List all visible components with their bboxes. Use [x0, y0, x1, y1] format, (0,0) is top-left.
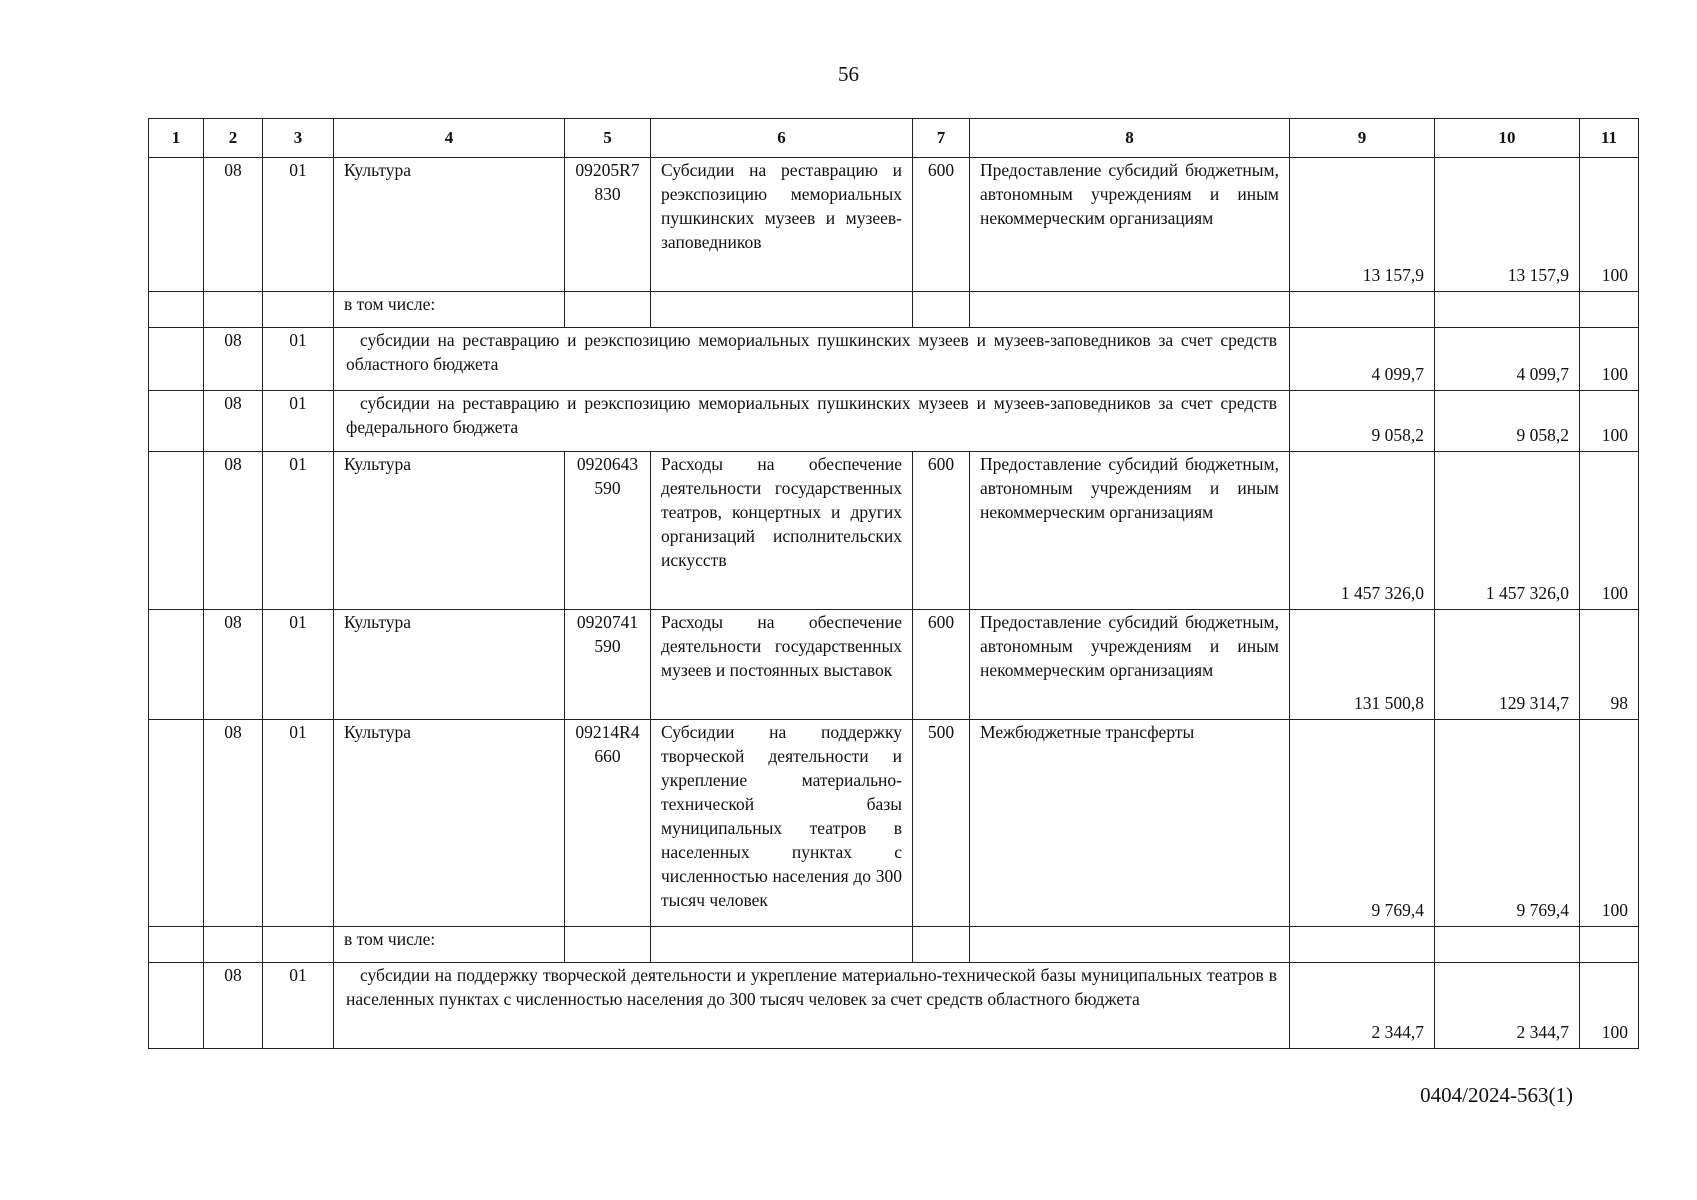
- target-code: 09214R4660: [565, 720, 651, 927]
- table-row: [149, 452, 1639, 610]
- subsidy-description: субсидии на реставрацию и реэкспозицию мемориальных пушкинских музеев и музеев-заповедников за счет средств федерального бюджета: [334, 391, 1290, 452]
- expense-type-code: 600: [913, 452, 970, 610]
- execution-percent: 100: [1580, 328, 1639, 391]
- subsection-code: 01: [263, 328, 334, 391]
- planned-amount: 1 457 326,0: [1290, 452, 1435, 610]
- table-cell: [149, 391, 204, 452]
- table-cell: [204, 292, 263, 328]
- execution-percent: 98: [1580, 610, 1639, 720]
- budget-table: [148, 118, 1639, 1049]
- target-code: 0920643590: [565, 452, 651, 610]
- including-label: в том числе:: [334, 292, 565, 328]
- execution-percent: 100: [1580, 391, 1639, 452]
- header-cell: 3: [263, 119, 334, 158]
- header-cell: 5: [565, 119, 651, 158]
- section-name: Культура: [334, 158, 565, 292]
- table-cell: [565, 292, 651, 328]
- table-cell: [651, 927, 913, 963]
- subsection-code: 01: [263, 391, 334, 452]
- table-cell: [149, 927, 204, 963]
- table-row: [149, 158, 1639, 292]
- table-cell: [149, 292, 204, 328]
- table-cell: [149, 963, 204, 1049]
- header-cell: 8: [970, 119, 1290, 158]
- table-cell: [204, 927, 263, 963]
- execution-percent: 100: [1580, 452, 1639, 610]
- table-row: [149, 927, 1639, 963]
- table-cell: [970, 292, 1290, 328]
- table-cell: [1435, 292, 1580, 328]
- table-cell: [565, 927, 651, 963]
- section-name: Культура: [334, 610, 565, 720]
- expense-type-code: 600: [913, 610, 970, 720]
- header-cell: 9: [1290, 119, 1435, 158]
- target-code: 0920741590: [565, 610, 651, 720]
- table-cell: [263, 927, 334, 963]
- expense-type-name: Межбюджетные трансферты: [970, 720, 1290, 927]
- actual-amount: 4 099,7: [1435, 328, 1580, 391]
- subsection-code: 01: [263, 610, 334, 720]
- section-code: 08: [204, 328, 263, 391]
- expense-type-code: 600: [913, 158, 970, 292]
- planned-amount: 2 344,7: [1290, 963, 1435, 1049]
- section-name: Культура: [334, 720, 565, 927]
- execution-percent: 100: [1580, 158, 1639, 292]
- expense-description: Расходы на обеспечение деятельности государственных музеев и постоянных выставок: [651, 610, 913, 720]
- table-cell: [970, 927, 1290, 963]
- table-row: [149, 610, 1639, 720]
- table-cell: [913, 292, 970, 328]
- expense-type-name: Предоставление субсидий бюджетным, автономным учреждениям и иным некоммерческим организациям: [970, 452, 1290, 610]
- header-row: [149, 119, 1639, 158]
- section-code: 08: [204, 610, 263, 720]
- subsection-code: 01: [263, 158, 334, 292]
- expense-description: Расходы на обеспечение деятельности государственных театров, концертных и других организаций исполнительских искусств: [651, 452, 913, 610]
- table-cell: [1435, 927, 1580, 963]
- table-row: [149, 963, 1639, 1049]
- table-cell: [651, 292, 913, 328]
- execution-percent: 100: [1580, 963, 1639, 1049]
- table-cell: [263, 292, 334, 328]
- table-cell: [1290, 292, 1435, 328]
- subsection-code: 01: [263, 720, 334, 927]
- planned-amount: 9 058,2: [1290, 391, 1435, 452]
- table-cell: [149, 328, 204, 391]
- actual-amount: 9 058,2: [1435, 391, 1580, 452]
- page-number: 56: [838, 62, 859, 86]
- planned-amount: 131 500,8: [1290, 610, 1435, 720]
- actual-amount: 2 344,7: [1435, 963, 1580, 1049]
- header-cell: 2: [204, 119, 263, 158]
- table-row: [149, 391, 1639, 452]
- section-code: 08: [204, 391, 263, 452]
- expense-description: Субсидии на поддержку творческой деятельности и укрепление материально-технической базы муниципальных театров в населенных пунктах с численностью населения до 300 тысяч человек: [651, 720, 913, 927]
- section-code: 08: [204, 720, 263, 927]
- table-cell: [149, 720, 204, 927]
- subsection-code: 01: [263, 452, 334, 610]
- table-cell: [1290, 927, 1435, 963]
- header-cell: 6: [651, 119, 913, 158]
- table-cell: [1580, 927, 1639, 963]
- planned-amount: 13 157,9: [1290, 158, 1435, 292]
- subsidy-description: субсидии на реставрацию и реэкспозицию мемориальных пушкинских музеев и музеев-заповедников за счет средств областного бюджета: [334, 328, 1290, 391]
- actual-amount: 129 314,7: [1435, 610, 1580, 720]
- table-cell: [149, 158, 204, 292]
- planned-amount: 9 769,4: [1290, 720, 1435, 927]
- table-row: [149, 720, 1639, 927]
- including-label: в том числе:: [334, 927, 565, 963]
- section-code: 08: [204, 452, 263, 610]
- header-cell: 7: [913, 119, 970, 158]
- table-row: [149, 292, 1639, 328]
- expense-description: Субсидии на реставрацию и реэкспозицию мемориальных пушкинских музеев и музеев-заповедников: [651, 158, 913, 292]
- table-cell: [149, 610, 204, 720]
- subsidy-description: субсидии на поддержку творческой деятельности и укрепление материально-технической базы муниципальных театров в населенных пунктах с численностью населения до 300 тысяч человек за счет средств областного бюджета: [334, 963, 1290, 1049]
- table-cell: [149, 452, 204, 610]
- planned-amount: 4 099,7: [1290, 328, 1435, 391]
- header-cell: 10: [1435, 119, 1580, 158]
- actual-amount: 1 457 326,0: [1435, 452, 1580, 610]
- table-cell: [913, 927, 970, 963]
- expense-type-code: 500: [913, 720, 970, 927]
- table-cell: [1580, 292, 1639, 328]
- actual-amount: 13 157,9: [1435, 158, 1580, 292]
- document-code: 0404/2024-563(1): [1420, 1083, 1573, 1107]
- table-row: [149, 328, 1639, 391]
- expense-type-name: Предоставление субсидий бюджетным, автономным учреждениям и иным некоммерческим организациям: [970, 610, 1290, 720]
- header-cell: 11: [1580, 119, 1639, 158]
- execution-percent: 100: [1580, 720, 1639, 927]
- header-cell: 4: [334, 119, 565, 158]
- subsection-code: 01: [263, 963, 334, 1049]
- section-name: Культура: [334, 452, 565, 610]
- header-cell: 1: [149, 119, 204, 158]
- target-code: 09205R7830: [565, 158, 651, 292]
- section-code: 08: [204, 963, 263, 1049]
- section-code: 08: [204, 158, 263, 292]
- actual-amount: 9 769,4: [1435, 720, 1580, 927]
- expense-type-name: Предоставление субсидий бюджетным, автономным учреждениям и иным некоммерческим организациям: [970, 158, 1290, 292]
